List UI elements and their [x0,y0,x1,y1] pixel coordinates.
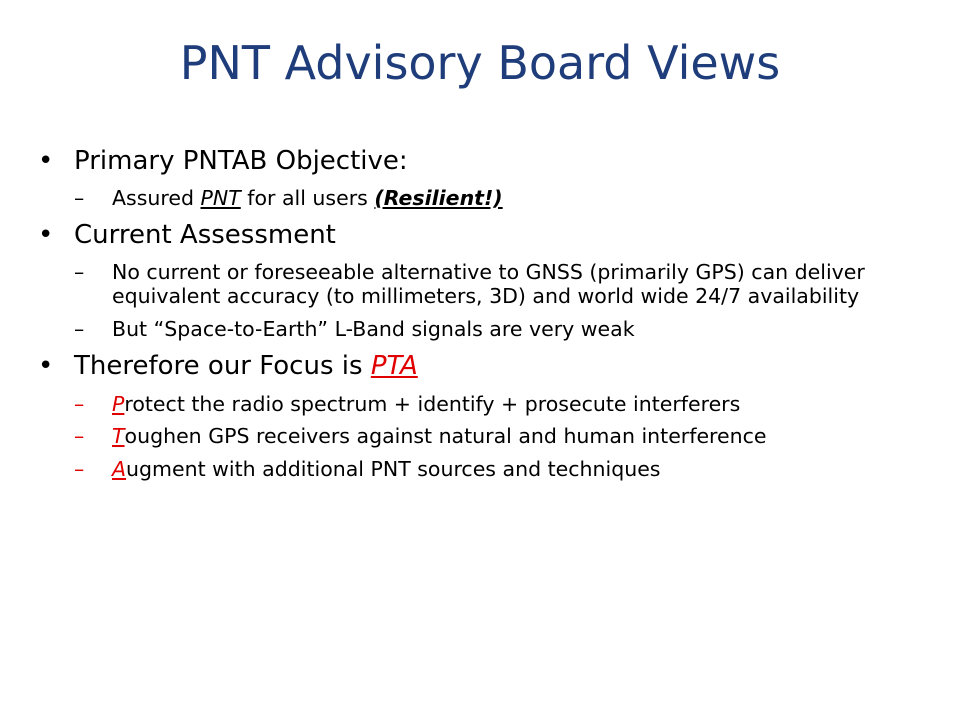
bullet-focus [36,351,916,382]
dash-marker: – [74,186,85,211]
sub-bullet-augment [36,457,916,481]
sub-bullet-gnss-alternative [36,260,916,308]
sub-text: rotect the radio spectrum + identify + prosecute interferers [124,391,741,416]
dash-marker: – [74,260,85,285]
bullet-text: Therefore our Focus is [74,351,371,382]
letter-a: A [112,457,127,482]
letter-p: P [112,391,125,416]
slide-title: PNT Advisory Board Views [179,36,781,90]
sub-bullet-weak-signals [36,317,916,341]
pta-emphasis: PTA [370,351,418,382]
sub-text: ugment with additional PNT sources and techniques [126,457,661,482]
sub-text: for all users [240,186,375,211]
sub-bullet-toughen [36,424,916,448]
dash-marker: – [74,317,85,342]
bullet-assessment [36,220,916,251]
sub-text: oughen GPS receivers against natural and human interference [124,424,767,449]
sub-text: But “Space-to-Earth” L-Band signals are very weak [112,317,635,342]
sub-bullet-protect [36,392,916,416]
letter-t: T [112,424,125,449]
dash-marker: – [74,457,85,482]
bullet-objective [36,146,916,177]
sub-text: Assured [112,186,201,211]
dash-marker: – [74,424,85,449]
resilient-emphasis: (Resilient!) [374,186,503,211]
pnt-emphasis: PNT [200,186,241,211]
sub-text: No current or foreseeable alternative to GNSS (primarily GPS) can deliver equivalent accuracy (to millimeters, 3D) and world wide 24/7 availability [112,260,865,309]
dash-marker: – [74,391,85,416]
bullet-text: Primary PNTAB Objective: [74,146,408,176]
sub-bullet-assured-pnt [36,186,916,210]
slide-body [36,140,916,481]
bullet-text: Current Assessment [74,220,336,251]
